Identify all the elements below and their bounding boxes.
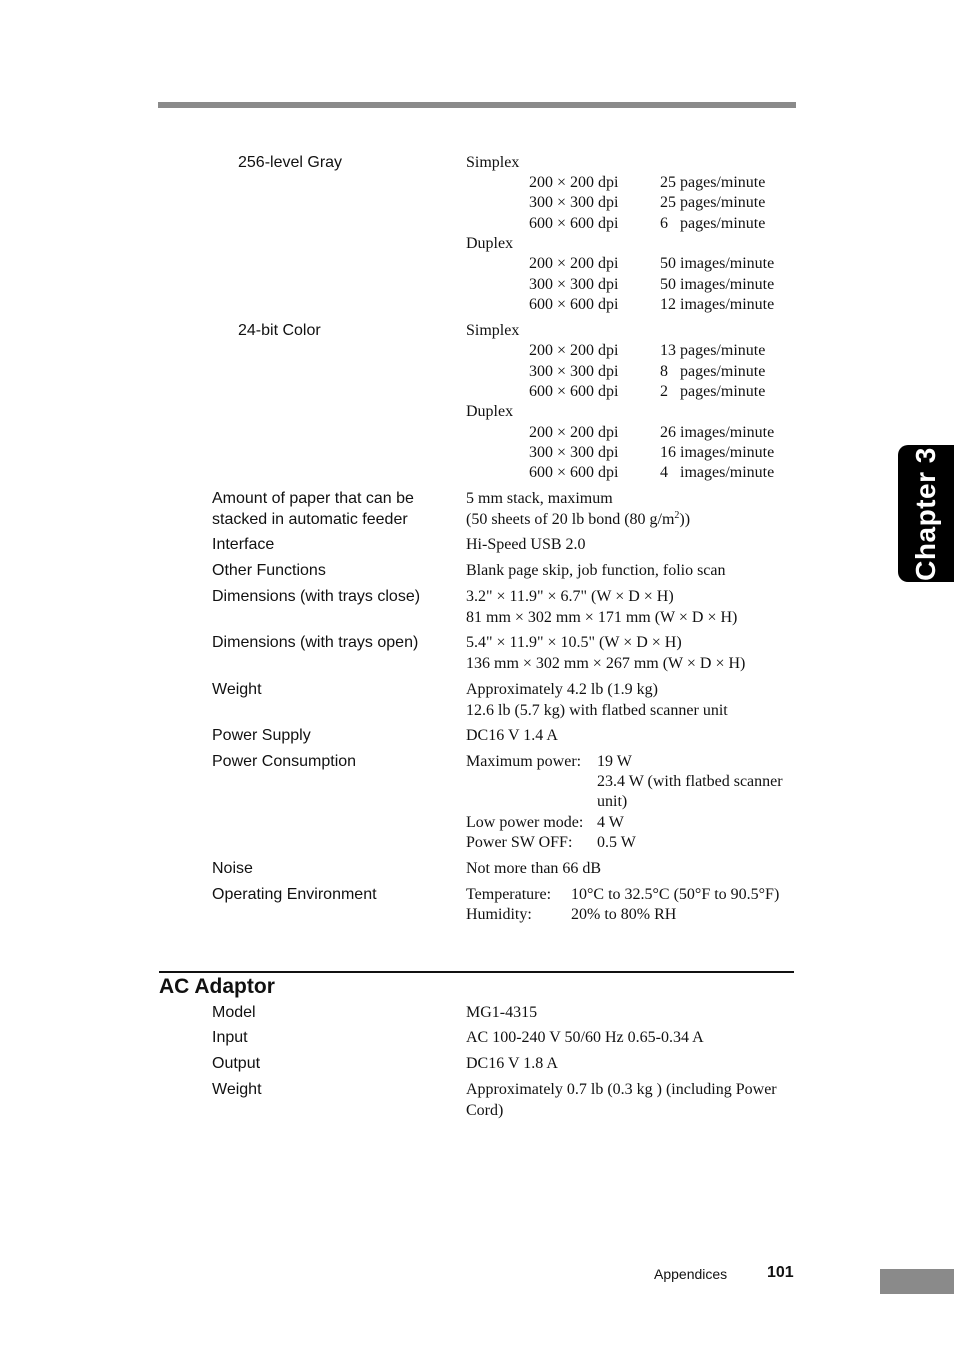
- ac-adaptor-heading: AC Adaptor: [159, 975, 275, 998]
- dimensions-close-inch: 3.2" × 11.9" × 6.7" (W × D × H): [466, 588, 674, 605]
- ac-model-value: MG1-4315: [466, 1004, 538, 1021]
- power-supply-value: DC16 V 1.4 A: [466, 727, 558, 744]
- operating-environment-label: Operating Environment: [212, 886, 377, 903]
- low-power-value: 4 W: [597, 814, 624, 831]
- footer-section-name: Appendices: [654, 1266, 728, 1282]
- paper-label-line-2: stacked in automatic feeder: [212, 511, 408, 528]
- noise-label: Noise: [212, 860, 253, 877]
- gray-simplex-speed-3: 6 pages/minute: [660, 215, 766, 232]
- humidity-label: Humidity:: [466, 906, 532, 923]
- weight-value-1: Approximately 4.2 lb (1.9 kg): [466, 681, 658, 698]
- color-duplex-speed-3: 4 images/minute: [660, 464, 775, 481]
- top-rule: [158, 102, 796, 108]
- humidity-value: 20% to 80% RH: [571, 906, 677, 923]
- gray-simplex-res-3: 600 × 600 dpi: [529, 215, 619, 232]
- ac-input-label: Input: [212, 1029, 248, 1046]
- max-power-label: Maximum power:: [466, 753, 582, 770]
- color-duplex-res-3: 600 × 600 dpi: [529, 464, 619, 481]
- dimensions-open-label: Dimensions (with trays open): [212, 634, 419, 651]
- chapter-tab-label: Chapter 3: [910, 446, 941, 581]
- color-duplex-res-1: 200 × 200 dpi: [529, 424, 619, 441]
- dimensions-open-inch: 5.4" × 11.9" × 10.5" (W × D × H): [466, 634, 682, 651]
- power-consumption-label: Power Consumption: [212, 753, 357, 770]
- gray-duplex-res-1: 200 × 200 dpi: [529, 255, 619, 272]
- interface-value: Hi-Speed USB 2.0: [466, 536, 586, 553]
- dimensions-close-label: Dimensions (with trays close): [212, 588, 421, 605]
- paper-value-line-2: (50 sheets of 20 lb bond (80 $g/m^2$)): [466, 510, 691, 528]
- noise-value: Not more than 66 dB: [466, 860, 602, 877]
- color-simplex-res-1: 200 × 200 dpi: [529, 342, 619, 359]
- color-simplex-speed-3: 2 pages/minute: [660, 383, 766, 400]
- low-power-label: Low power mode:: [466, 814, 584, 831]
- gray-simplex-res-1: 200 × 200 dpi: [529, 174, 619, 191]
- footer-bar: [880, 1269, 954, 1294]
- color-simplex-speed-2: 8 pages/minute: [660, 363, 766, 380]
- temperature-label: Temperature:: [466, 886, 552, 903]
- gray-simplex-label: Simplex: [466, 154, 520, 171]
- gray-duplex-res-2: 300 × 300 dpi: [529, 276, 619, 293]
- page-number: 101: [767, 1264, 794, 1281]
- chapter-tab: [898, 445, 954, 582]
- dimensions-open-mm: 136 mm × 302 mm × 267 mm (W × D × H): [466, 655, 746, 672]
- max-power-value-1: 19 W: [597, 753, 632, 770]
- color-label: 24-bit Color: [238, 322, 321, 339]
- color-simplex-res-2: 300 × 300 dpi: [529, 363, 619, 380]
- paper-value-line-1: 5 mm stack, maximum: [466, 490, 613, 507]
- gray-simplex-speed-1: 25 pages/minute: [660, 174, 766, 191]
- color-simplex-res-3: 600 × 600 dpi: [529, 383, 619, 400]
- color-simplex-speed-1: 13 pages/minute: [660, 342, 766, 359]
- ac-weight-value-1: Approximately 0.7 lb (0.3 kg ) (including Power: [466, 1081, 777, 1098]
- gray-simplex-speed-2: 25 pages/minute: [660, 194, 766, 211]
- gray-simplex-res-2: 300 × 300 dpi: [529, 194, 619, 211]
- gray-duplex-speed-1: 50 images/minute: [660, 255, 775, 272]
- ac-output-value: DC16 V 1.8 A: [466, 1055, 558, 1072]
- power-sw-off-label: Power SW OFF:: [466, 834, 573, 851]
- color-simplex-label: Simplex: [466, 322, 520, 339]
- weight-value-2: 12.6 lb (5.7 kg) with flatbed scanner unit: [466, 702, 728, 719]
- color-duplex-label: Duplex: [466, 403, 514, 420]
- ac-weight-value-2: Cord): [466, 1102, 504, 1119]
- color-duplex-speed-1: 26 images/minute: [660, 424, 775, 441]
- ac-model-label: Model: [212, 1004, 256, 1021]
- superscript: 2: [674, 510, 680, 521]
- gray-duplex-speed-3: 12 images/minute: [660, 296, 775, 313]
- power-sw-off-value: 0.5 W: [597, 834, 636, 851]
- other-functions-value: Blank page skip, job function, folio scan: [466, 562, 726, 579]
- paper-label-line-1: Amount of paper that can be: [212, 490, 414, 507]
- max-power-value-3: unit): [597, 793, 628, 810]
- interface-label: Interface: [212, 536, 275, 553]
- gray-duplex-res-3: 600 × 600 dpi: [529, 296, 619, 313]
- other-functions-label: Other Functions: [212, 562, 326, 579]
- power-supply-label: Power Supply: [212, 727, 311, 744]
- ac-adaptor-rule: [159, 971, 794, 973]
- gray-label: 256-level Gray: [238, 154, 343, 171]
- temperature-value: 10°C to 32.5°C (50°F to 90.5°F): [571, 886, 780, 903]
- ac-output-label: Output: [212, 1055, 261, 1072]
- ac-weight-label: Weight: [212, 1081, 262, 1098]
- max-power-value-2: 23.4 W (with flatbed scanner: [597, 773, 783, 790]
- gray-duplex-label: Duplex: [466, 235, 514, 252]
- color-duplex-res-2: 300 × 300 dpi: [529, 444, 619, 461]
- ac-input-value: AC 100-240 V 50/60 Hz 0.65-0.34 A: [466, 1029, 704, 1046]
- dimensions-close-mm: 81 mm × 302 mm × 171 mm (W × D × H): [466, 609, 738, 626]
- gray-duplex-speed-2: 50 images/minute: [660, 276, 775, 293]
- weight-label: Weight: [212, 681, 262, 698]
- color-duplex-speed-2: 16 images/minute: [660, 444, 775, 461]
